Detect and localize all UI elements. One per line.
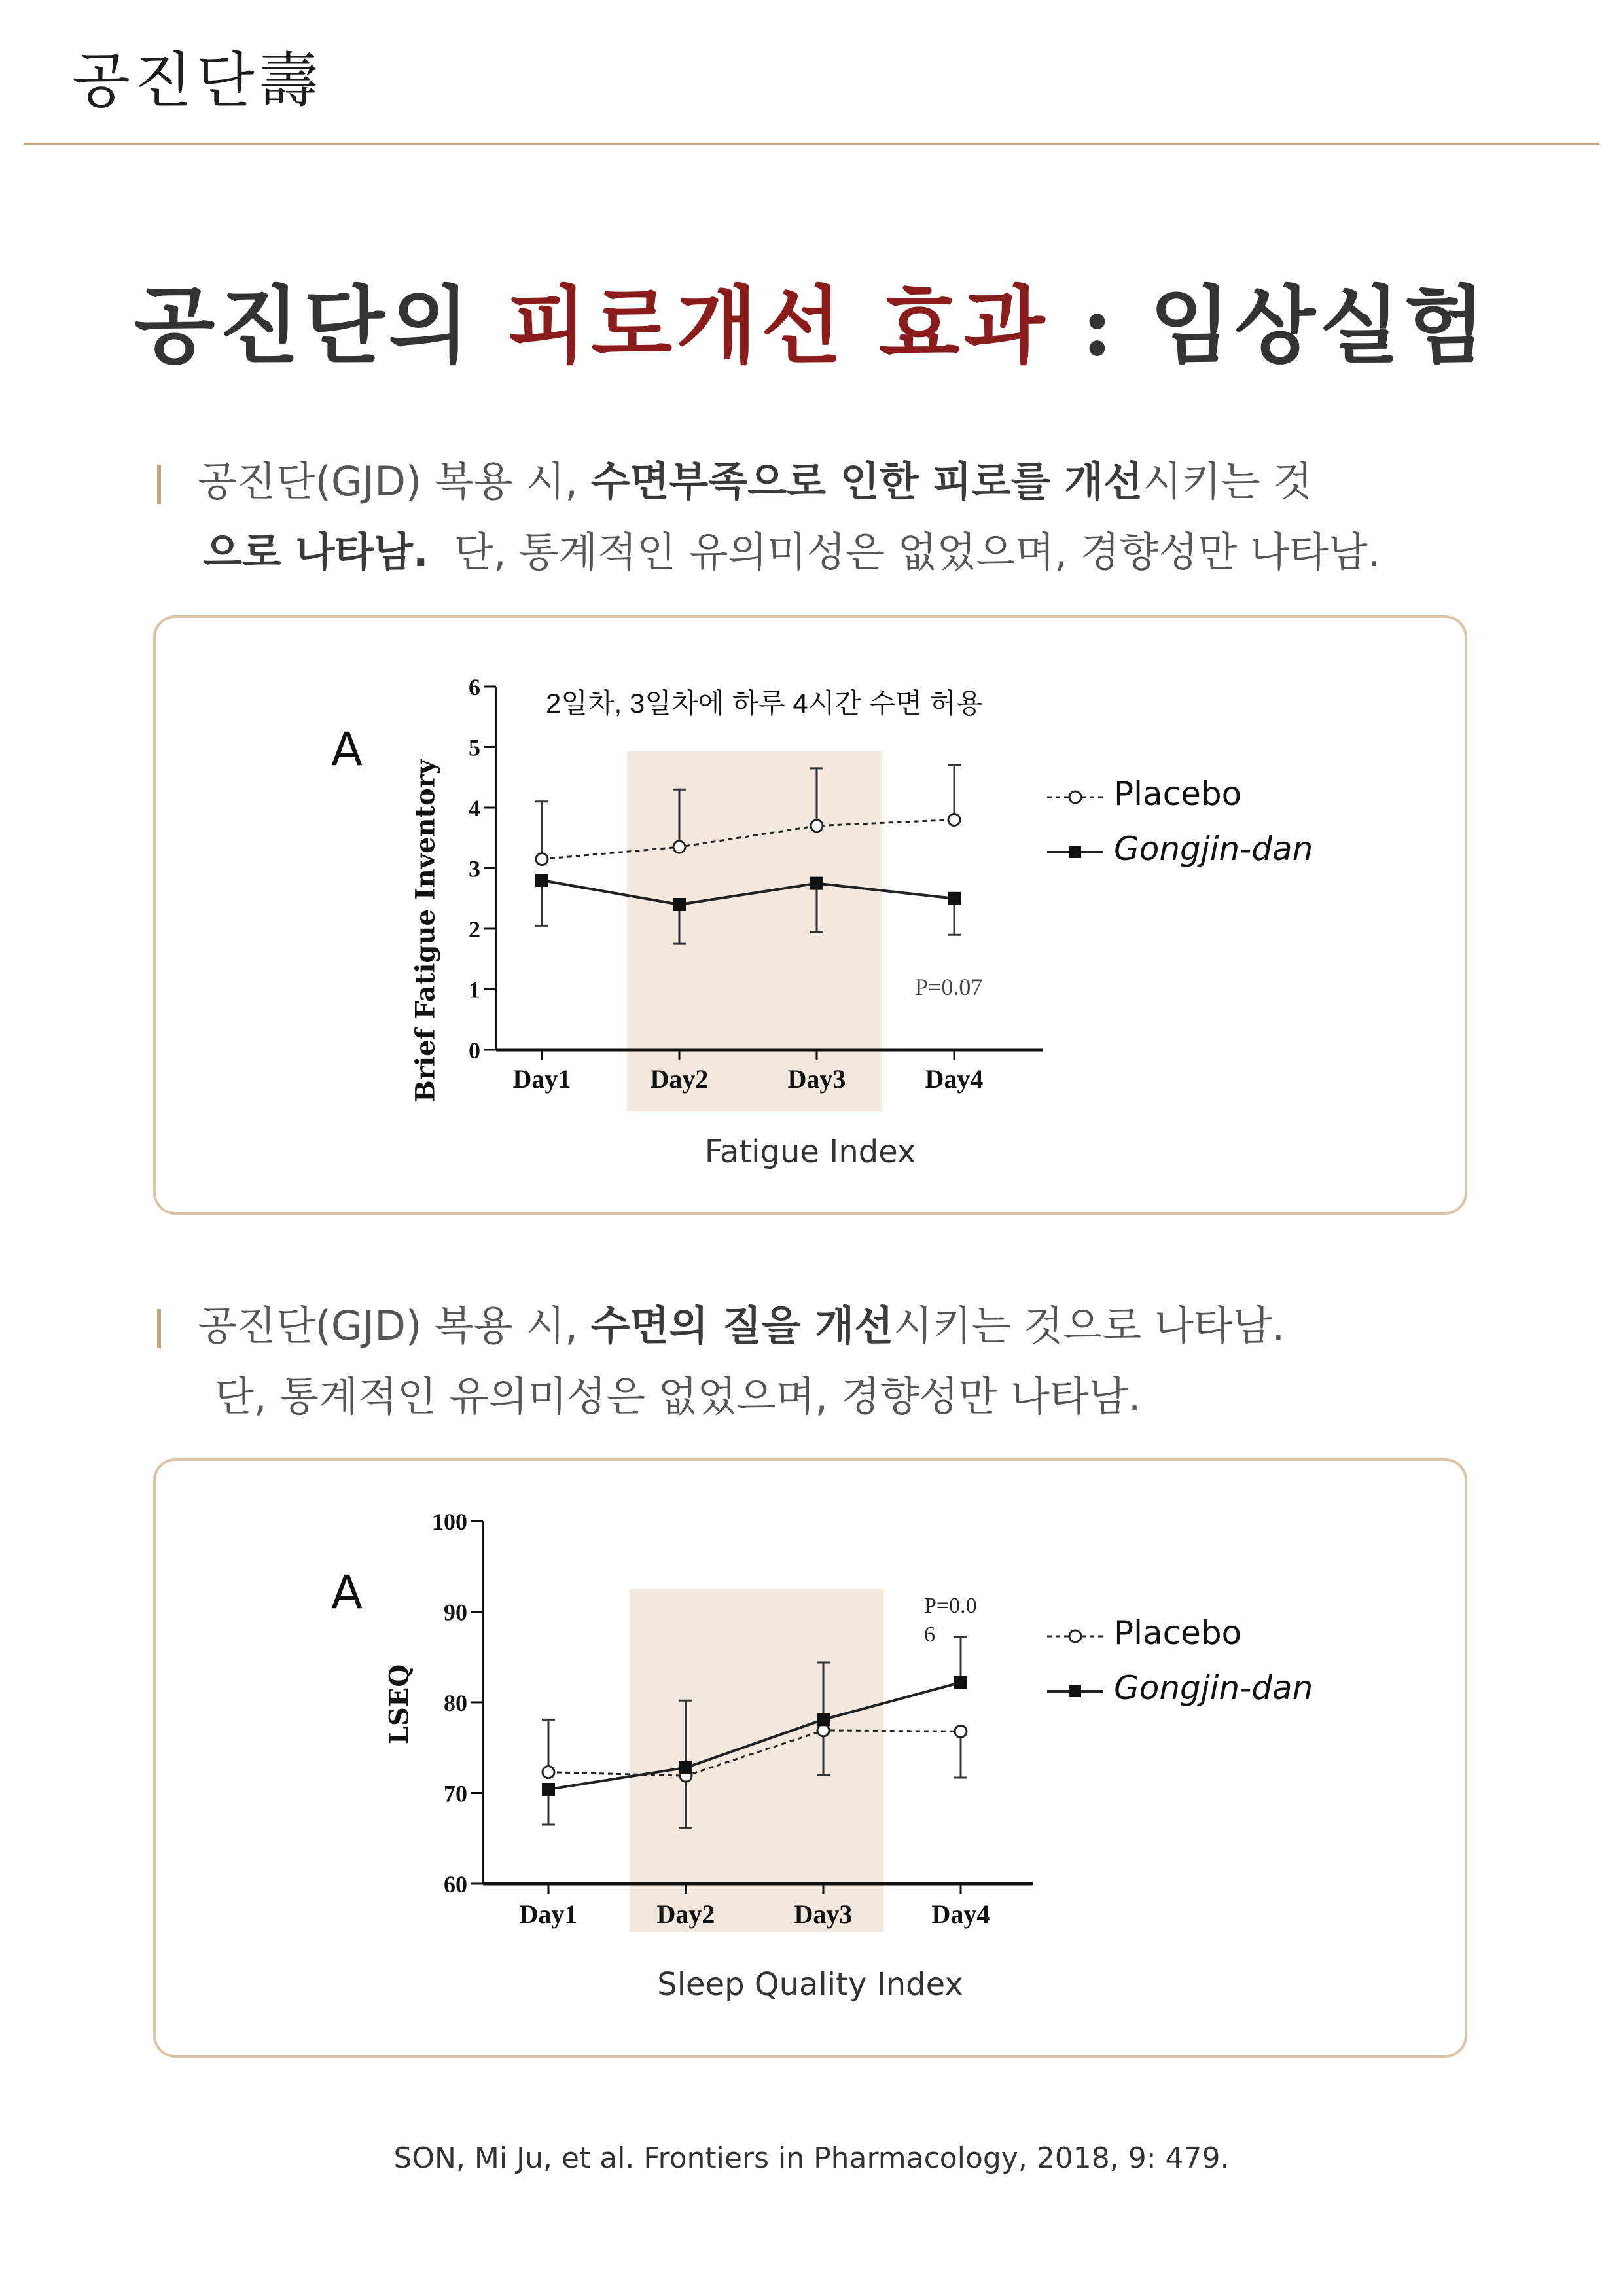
y-tick-label: 3 [469, 855, 480, 882]
x-tick-label: Day2 [656, 1899, 715, 1929]
y-tick-label: 60 [444, 1871, 467, 1897]
legend-label-gongjin-dan: Gongjin-dan [1114, 1669, 1313, 1707]
section2-description [157, 1291, 1285, 1432]
x-tick-label: Day3 [787, 1064, 846, 1094]
x-tick-label: Day1 [519, 1899, 578, 1929]
fatigue-chart [156, 618, 1465, 1212]
page-title [0, 259, 1623, 379]
data-point-gongjin-dan [542, 1783, 555, 1796]
data-point-gongjin-dan [810, 877, 823, 890]
open-circle-marker-icon [1046, 784, 1105, 810]
legend-label-placebo: Placebo [1114, 775, 1242, 813]
open-circle-marker-icon [1046, 1623, 1105, 1649]
data-point-placebo [948, 814, 960, 826]
y-tick-label: 4 [469, 795, 480, 821]
data-point-gongjin-dan [679, 1761, 692, 1774]
data-point-placebo [811, 820, 823, 832]
title-part-2: 피로개선 효과 [506, 277, 1049, 375]
title-part-1: 공진단의 [134, 277, 474, 375]
chart-card-sleep [153, 1458, 1467, 2058]
brand-logo: 공진단壽 [72, 46, 323, 116]
x-tick-label: Day4 [931, 1899, 990, 1929]
section1-line2-pre: 으로 나타남. [203, 528, 429, 576]
y-tick-label: 0 [469, 1037, 480, 1064]
citation: SON, Mi Ju, et al. Frontiers in Pharmacology, 2018, 9: 479. [393, 2142, 1230, 2175]
x-tick-label: Day2 [650, 1064, 709, 1094]
y-tick-label: 100 [432, 1509, 467, 1535]
y-tick-label: 5 [469, 734, 480, 761]
section2-line1-bold: 수면의 질을 개선 [590, 1302, 894, 1350]
data-point-gongjin-dan [535, 874, 548, 887]
section2-line1-pre: 공진단(GJD) 복용 시, [198, 1302, 591, 1350]
legend-label-placebo: Placebo [1114, 1614, 1242, 1652]
p-value-label-line1: P=0.0 [924, 1594, 977, 1618]
y-tick-label: 70 [444, 1780, 467, 1807]
legend-label-gongjin-dan: Gongjin-dan [1114, 830, 1313, 868]
section1-description [157, 446, 1380, 588]
filled-square-marker-icon [1046, 1678, 1105, 1704]
section2-accent-bar [157, 1309, 161, 1348]
section1-line1-pre: 공진단(GJD) 복용 시, [198, 457, 591, 505]
data-point-gongjin-dan [948, 892, 961, 905]
chart-annotation: 2일차, 3일차에 하루 4시간 수면 허용 [546, 688, 983, 719]
data-point-gongjin-dan [954, 1676, 967, 1689]
y-tick-label: 2 [469, 916, 480, 942]
y-axis-label: Brief Fatigue Inventory [410, 759, 441, 1102]
data-point-placebo [536, 853, 548, 865]
x-tick-label: Day3 [794, 1899, 853, 1929]
highlight-band [627, 751, 882, 1111]
y-tick-label: 90 [444, 1599, 467, 1626]
data-point-placebo [543, 1767, 554, 1778]
x-axis-title: Sleep Quality Index [657, 1966, 963, 2003]
p-value-label-line2: 6 [924, 1623, 935, 1647]
p-value-label: P=0.07 [915, 974, 983, 1000]
section2-line1-post: 시키는 것으로 나타남. [893, 1302, 1285, 1350]
panel-letter: A [331, 1566, 363, 1619]
section1-line2-post: 단, 통계적인 유의미성은 없었으며, 경향성만 나타남. [454, 528, 1381, 576]
data-point-placebo [817, 1725, 829, 1736]
header-divider [24, 143, 1599, 145]
section1-accent-bar [157, 465, 161, 504]
data-point-placebo [955, 1725, 967, 1737]
section1-line1-bold: 수면부족으로 인한 피로를 개선 [590, 457, 1143, 505]
highlight-band [630, 1589, 883, 1932]
section2-line2: 단, 통계적인 유의미성은 없었으며, 경향성만 나타남. [215, 1372, 1141, 1420]
x-tick-label: Day1 [512, 1064, 571, 1094]
filled-square-marker-icon [1046, 839, 1105, 865]
y-tick-label: 80 [444, 1690, 467, 1716]
y-tick-label: 1 [469, 977, 480, 1003]
panel-letter: A [331, 723, 363, 776]
x-tick-label: Day4 [925, 1064, 984, 1094]
y-axis-label: LSEQ [383, 1664, 415, 1745]
data-point-placebo [673, 841, 685, 853]
data-point-gongjin-dan [817, 1713, 830, 1726]
title-part-3: : 임상실험 [1081, 277, 1489, 375]
section1-line1-post: 시키는 것 [1143, 457, 1313, 505]
chart-card-fatigue [153, 615, 1467, 1215]
data-point-gongjin-dan [673, 898, 686, 911]
y-tick-label: 6 [469, 674, 480, 700]
x-axis-title: Fatigue Index [704, 1134, 916, 1170]
